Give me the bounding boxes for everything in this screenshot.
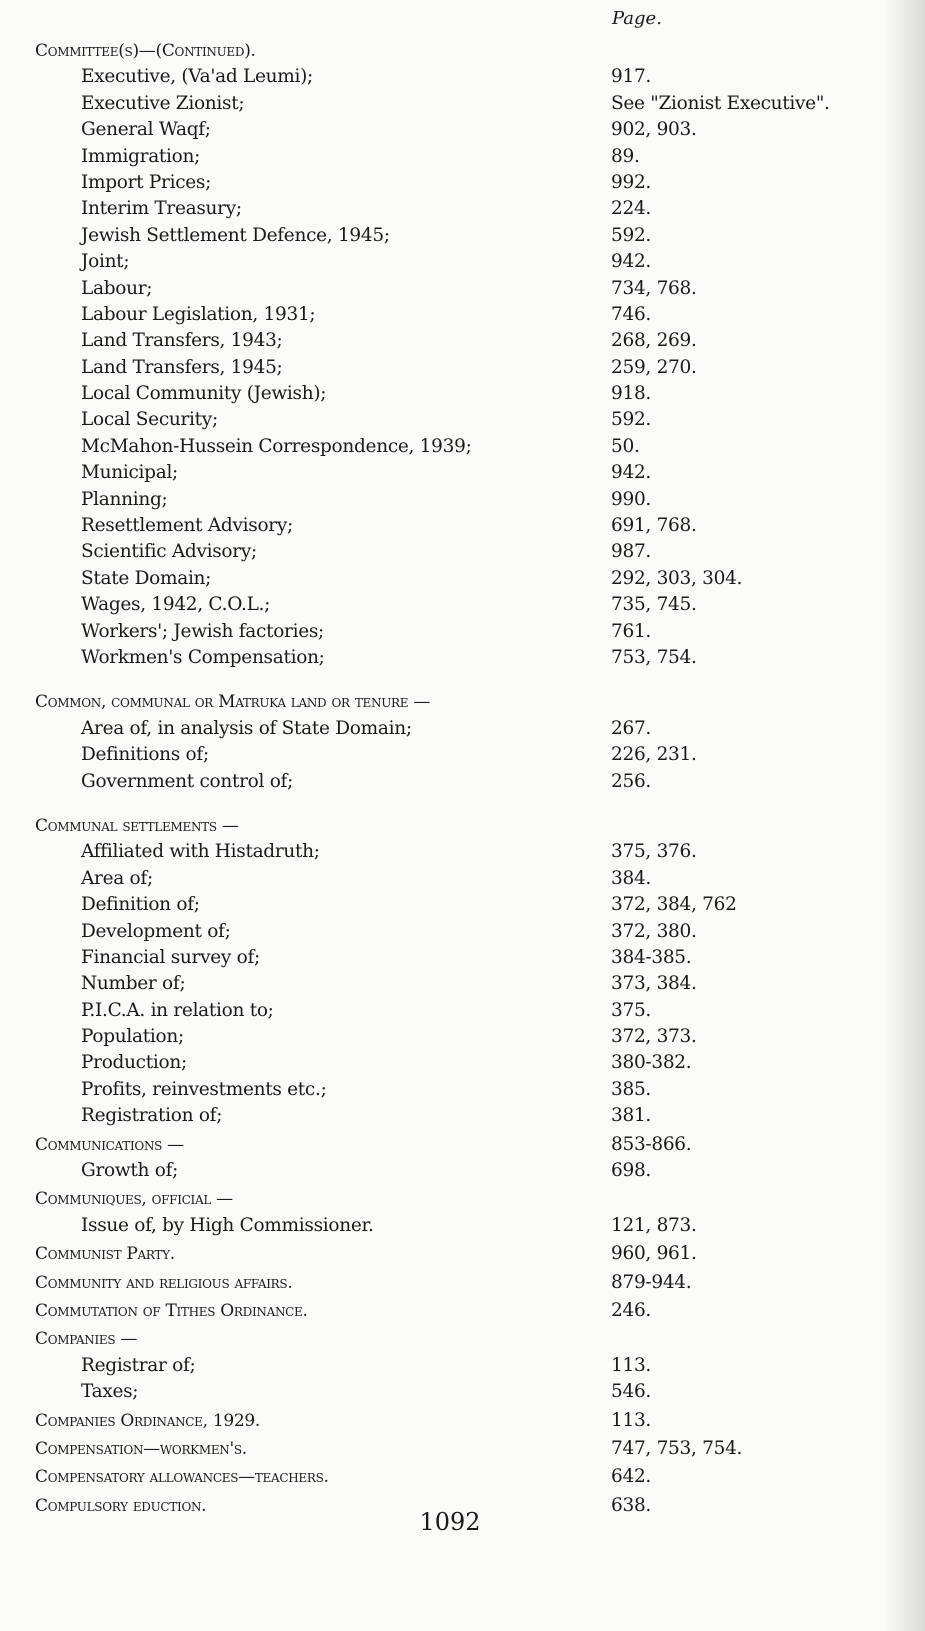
index-entry [35, 434, 905, 460]
index-entry [35, 144, 905, 170]
page-number: 1092 [419, 1508, 481, 1536]
index-entry [35, 64, 905, 90]
index-entry [35, 1353, 905, 1379]
entry-page-ref: 384-385. [611, 946, 692, 968]
heading-page-ref: 879-944. [611, 1271, 692, 1293]
entry-label: McMahon-Hussein Correspondence, 1939; [81, 435, 472, 457]
entry-page-ref: 50. [611, 435, 640, 457]
index-heading [35, 1436, 905, 1462]
entry-page-ref: 761. [611, 620, 651, 642]
heading-page-ref: 747, 753, 754. [611, 1437, 743, 1459]
index-entry [35, 716, 905, 742]
entry-label: Taxes; [81, 1381, 139, 1403]
entry-label: Wages, 1942, C.O.L.; [81, 594, 271, 616]
entry-label: Profits, reinvestments etc.; [81, 1078, 327, 1100]
entry-page-ref: 375, 376. [611, 841, 697, 863]
entry-label: Development of; [81, 920, 231, 942]
entry-page-ref: See "Zionist Executive". [611, 92, 830, 114]
index-entry [35, 223, 905, 249]
index-entry [35, 513, 905, 539]
index-heading [35, 689, 905, 715]
entry-page-ref: 990. [611, 488, 651, 510]
entry-label: Import Prices; [81, 171, 212, 193]
index-section [35, 38, 905, 671]
heading-label: Communal settlements — [35, 815, 239, 836]
entry-label: Executive, (Va'ad Leumi); [81, 66, 313, 88]
entry-label: Issue of, by High Commissioner. [81, 1214, 374, 1236]
entry-page-ref: 372, 373. [611, 1026, 697, 1048]
index-entry [35, 1024, 905, 1050]
entry-label: Definitions of; [81, 744, 209, 766]
heading-label: Companies Ordinance, 1929. [35, 1410, 261, 1431]
entry-page-ref: 224. [611, 198, 651, 220]
index-section [35, 1464, 905, 1490]
index-heading [35, 38, 905, 64]
entry-page-ref: 734, 768. [611, 277, 697, 299]
entry-page-ref: 372, 384, 762 [611, 894, 737, 916]
entry-label: Number of; [81, 973, 186, 995]
index-entry [35, 91, 905, 117]
index-section [35, 1132, 905, 1185]
index-section [35, 813, 905, 1130]
index-entry [35, 170, 905, 196]
entry-page-ref: 691, 768. [611, 515, 697, 537]
entry-page-ref: 753, 754. [611, 646, 697, 668]
index-entry [35, 355, 905, 381]
entry-label: Area of, in analysis of State Domain; [81, 717, 412, 739]
entry-label: Planning; [81, 488, 168, 510]
index-entry [35, 566, 905, 592]
entry-page-ref: 546. [611, 1381, 651, 1403]
entry-page-ref: 267. [611, 717, 651, 739]
entry-label: General Waqf; [81, 119, 211, 141]
entry-label: Land Transfers, 1945; [81, 356, 283, 378]
entry-page-ref: 113. [611, 1354, 651, 1376]
entry-page-ref: 259, 270. [611, 356, 697, 378]
index-entry [35, 1103, 905, 1129]
index-entry [35, 407, 905, 433]
index-entry [35, 998, 905, 1024]
entry-page-ref: 918. [611, 383, 651, 405]
index-entry [35, 487, 905, 513]
entry-label: Workmen's Compensation; [81, 646, 325, 668]
heading-page-ref: 642. [611, 1466, 651, 1488]
heading-page-ref: 853-866. [611, 1133, 692, 1155]
index-section [35, 1408, 905, 1434]
index-entry [35, 381, 905, 407]
entry-label: Production; [81, 1052, 187, 1074]
heading-label: Companies — [35, 1329, 138, 1350]
index-entry [35, 117, 905, 143]
entry-page-ref: 735, 745. [611, 594, 697, 616]
index-section [35, 689, 905, 795]
heading-page-ref: 246. [611, 1299, 651, 1321]
entry-page-ref: 592. [611, 224, 651, 246]
entry-label: Definition of; [81, 894, 200, 916]
index-entry [35, 645, 905, 671]
index-entry [35, 619, 905, 645]
index-entry [35, 945, 905, 971]
entry-page-ref: 992. [611, 171, 651, 193]
entry-label: Local Community (Jewish); [81, 383, 327, 405]
entry-label: Resettlement Advisory; [81, 515, 293, 537]
index-entry [35, 1379, 905, 1405]
entry-page-ref: 121, 873. [611, 1214, 697, 1236]
entry-label: Executive Zionist; [81, 92, 245, 114]
index-heading [35, 1132, 905, 1158]
index-entry [35, 196, 905, 222]
heading-label: Communiques, official — [35, 1189, 233, 1210]
index-entry [35, 460, 905, 486]
entry-label: Labour Legislation, 1931; [81, 303, 316, 325]
index-entry [35, 971, 905, 997]
entry-page-ref: 381. [611, 1105, 651, 1127]
entry-label: Municipal; [81, 462, 178, 484]
index-section [35, 1241, 905, 1267]
entry-page-ref: 373, 384. [611, 973, 697, 995]
index-heading [35, 1241, 905, 1267]
index-entry [35, 539, 905, 565]
heading-label: Committee(s)—(Continued). [35, 41, 256, 61]
index-entry [35, 276, 905, 302]
entry-page-ref: 746. [611, 303, 651, 325]
entry-label: Scientific Advisory; [81, 541, 257, 563]
index-heading [35, 1408, 905, 1434]
entry-page-ref: 375. [611, 999, 651, 1021]
index-entry [35, 1213, 905, 1239]
index-entry [35, 839, 905, 865]
entry-page-ref: 942. [611, 251, 651, 273]
index-entry [35, 328, 905, 354]
index-entry [35, 742, 905, 768]
entry-label: Jewish Settlement Defence, 1945; [81, 224, 390, 246]
entry-label: Registrar of; [81, 1354, 196, 1376]
heading-label: Compensation—workmen's. [35, 1438, 247, 1459]
index-section [35, 1326, 905, 1405]
index-entry [35, 919, 905, 945]
entry-page-ref: 268, 269. [611, 330, 697, 352]
entry-page-ref: 380-382. [611, 1052, 692, 1074]
entry-label: Area of; [81, 867, 153, 889]
entry-label: State Domain; [81, 567, 212, 589]
index-entry [35, 769, 905, 795]
heading-page-ref: 113. [611, 1409, 651, 1431]
index-entry [35, 249, 905, 275]
entry-label: Local Security; [81, 409, 218, 431]
index-entry [35, 1077, 905, 1103]
heading-label: Commutation of Tithes Ordinance. [35, 1300, 308, 1321]
index-heading [35, 813, 905, 839]
entry-page-ref: 256. [611, 770, 651, 792]
index-entry [35, 592, 905, 618]
entry-label: Financial survey of; [81, 946, 260, 968]
index-entry [35, 1050, 905, 1076]
heading-label: Compulsory eduction. [35, 1495, 207, 1516]
entry-label: Interim Treasury; [81, 198, 242, 220]
index-entry [35, 866, 905, 892]
entry-label: Land Transfers, 1943; [81, 330, 283, 352]
heading-label: Communist Party. [35, 1244, 175, 1265]
entry-page-ref: 902, 903. [611, 119, 697, 141]
entry-page-ref: 226, 231. [611, 744, 697, 766]
index-section [35, 1436, 905, 1462]
page-column-header: Page. [612, 8, 662, 29]
index-heading [35, 1326, 905, 1352]
entry-label: Labour; [81, 277, 153, 299]
index-entry [35, 892, 905, 918]
index-heading [35, 1298, 905, 1324]
index-section [35, 1298, 905, 1324]
heading-label: Communications — [35, 1134, 184, 1155]
entry-label: Joint; [81, 251, 130, 273]
entry-label: Immigration; [81, 145, 201, 167]
index-content [35, 38, 905, 1521]
entry-label: Government control of; [81, 770, 294, 792]
entry-label: Growth of; [81, 1160, 179, 1182]
index-entry [35, 1158, 905, 1184]
heading-label: Community and religious affairs. [35, 1272, 293, 1293]
entry-label: Affiliated with Histadruth; [81, 841, 320, 863]
heading-page-ref: 960, 961. [611, 1243, 697, 1265]
index-entry [35, 302, 905, 328]
entry-label: Registration of; [81, 1105, 223, 1127]
entry-page-ref: 372, 380. [611, 920, 697, 942]
heading-label: Compensatory allowances—teachers. [35, 1467, 329, 1488]
entry-page-ref: 292, 303, 304. [611, 567, 743, 589]
index-section [35, 1186, 905, 1239]
entry-label: Workers'; Jewish factories; [81, 620, 324, 642]
entry-page-ref: 384. [611, 867, 651, 889]
entry-page-ref: 698. [611, 1160, 651, 1182]
entry-page-ref: 987. [611, 541, 651, 563]
entry-page-ref: 385. [611, 1078, 651, 1100]
entry-label: Population; [81, 1026, 184, 1048]
index-heading [35, 1186, 905, 1212]
entry-page-ref: 942. [611, 462, 651, 484]
heading-page-ref: 638. [611, 1494, 651, 1516]
index-heading [35, 1270, 905, 1296]
index-section [35, 1270, 905, 1296]
heading-label: Common, communal or Matruka land or tenure — [35, 692, 431, 713]
entry-label: P.I.C.A. in relation to; [81, 999, 274, 1021]
index-heading [35, 1464, 905, 1490]
entry-page-ref: 592. [611, 409, 651, 431]
entry-page-ref: 917. [611, 66, 651, 88]
entry-page-ref: 89. [611, 145, 640, 167]
